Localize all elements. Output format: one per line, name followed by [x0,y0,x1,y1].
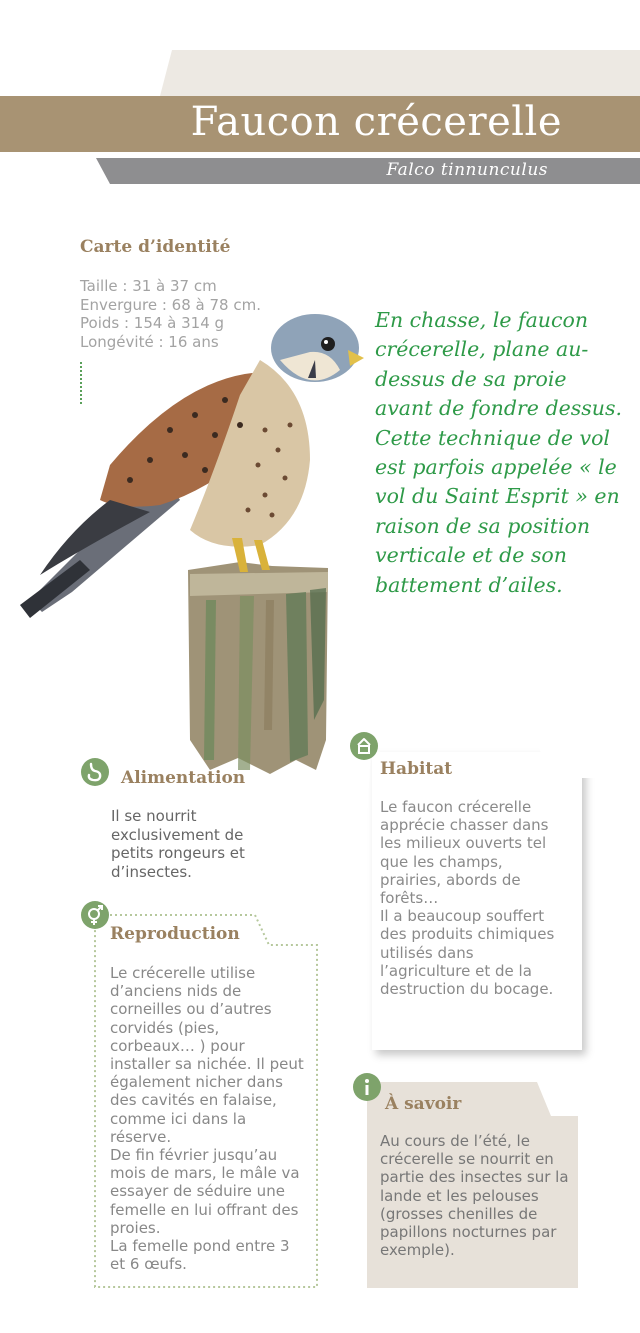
identity-heading: Carte d’identité [80,237,231,257]
kestrel-illustration [10,300,370,780]
scientific-name: Falco tinnunculus [386,160,548,180]
habitat-heading: Habitat [380,759,453,779]
identity-list [80,277,261,351]
reproduction-paragraph-eggs: La femelle pond entre 3 et 6 œufs. [110,1237,290,1274]
reproduction-paragraph-nest: Le crécerelle utilise d’anciens nids de corneilles ou d’autres corvidés (pies, corbeaux… ) pour installer sa nichée. Il peut également nicher dans des cavités en falaise, comme ici dans la réserve. [110,964,304,1146]
identity-weight: Poids : 154 à 314 g [80,314,225,332]
reproduction-text [110,964,305,1273]
identity-wingspan: Envergure : 68 à 78 cm. [80,295,261,314]
house-icon [350,732,378,760]
savoir-text: Au cours de l’été, le crécerelle se nourrit en partie des insectes sur la lande et les pelouses (grosses chenilles de papillons nocturnes par exemple). [380,1132,569,1260]
identity-size: Taille : 31 à 37 cm [80,277,217,295]
alimentation-heading: Alimentation [121,768,246,788]
male-female-icon [81,901,109,929]
stomach-icon [81,758,109,786]
habitat-paragraph-environment: Le faucon crécerelle apprécie chasser dans les milieux ouverts tel que les champs, prairies, abords de forêts… [380,798,549,908]
header-top-band [160,50,640,96]
reproduction-paragraph-courtship: De fin février jusqu’au mois de mars, le mâle va essayer de séduire une femelle en lui offrant des proies. [110,1146,300,1237]
subtitle-band [96,158,640,184]
dotted-divider [80,362,82,404]
alimentation-text: Il se nourrit exclusivement de petits rongeurs et d’insectes. [111,807,245,881]
page-title: Faucon crécerelle [190,99,562,145]
info-icon [353,1073,381,1101]
reproduction-heading: Reproduction [110,924,240,944]
hunting-quote: En chasse, le faucon crécerelle, plane au-dessus de sa proie avant de fondre dessus. Cette technique de vol est parfois appelée « le vol du Saint Esprit » en raison de sa position verticale et de son battement d’ailes. [375,308,622,597]
savoir-heading: À savoir [385,1094,462,1114]
identity-longevity: Longévité : 16 ans [80,332,219,351]
habitat-paragraph-threats: Il a beaucoup souffert des produits chimiques utilisés dans l’agriculture et de la destruction du bocage. [380,907,555,999]
habitat-text [380,798,560,998]
